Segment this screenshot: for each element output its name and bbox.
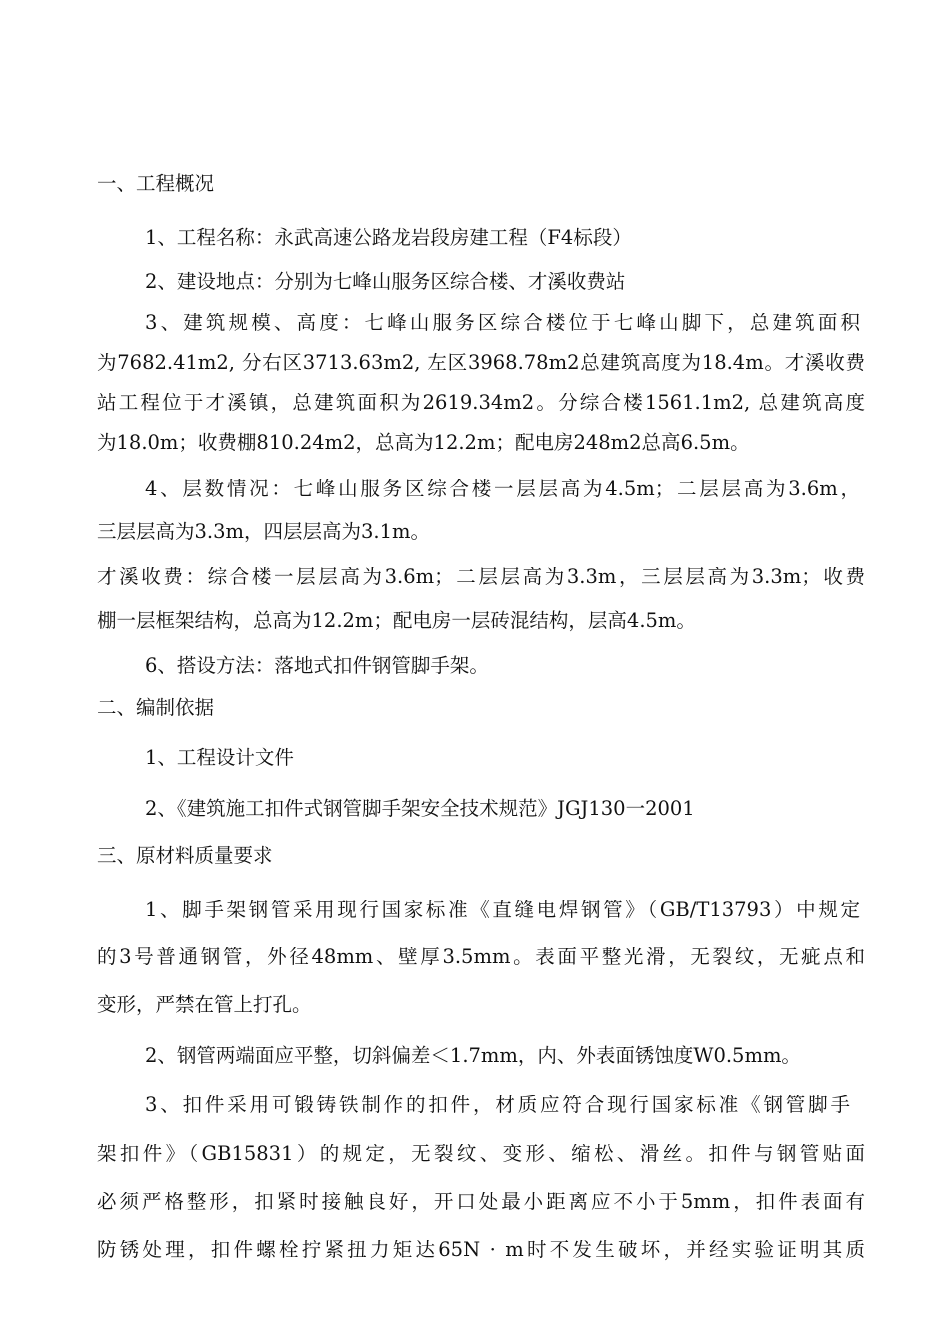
paragraph-line: 1、工程名称：永武高速公路龙岩段房建工程（F4标段） [145, 226, 632, 249]
heading-project-overview: 一、工程概况 [97, 172, 215, 195]
paragraph-line: 3、建筑规模、高度：七峰山服务区综合楼位于七峰山脚下，总建筑面积 [145, 313, 860, 334]
paragraph-line: 才溪收费：综合楼一层层高为3.6m；二层层高为3.3m，三层层高为3.3m；收费 [97, 567, 865, 588]
heading-material-quality: 三、原材料质量要求 [97, 844, 273, 867]
paragraph-line: 架扣件》（GB15831）的规定，无裂纹、变形、缩松、滑丝。扣件与钢管贴面 [97, 1144, 865, 1165]
heading-compilation-basis: 二、编制依据 [97, 696, 215, 719]
paragraph-line: 2、《建筑施工扣件式钢管脚手架安全技术规范》JGJ130一2001 [145, 797, 695, 820]
paragraph-line: 三层层高为3.3m，四层层高为3.1m。 [97, 520, 431, 543]
paragraph-line: 棚一层框架结构，总高为12.2m；配电房一层砖混结构，层高4.5m。 [97, 609, 696, 632]
paragraph-line: 4、层数情况：七峰山服务区综合楼一层层高为4.5m；二层层高为3.6m， [145, 479, 860, 500]
paragraph-line: 1、工程设计文件 [145, 746, 294, 769]
paragraph-line: 的3号普通钢管，外径48mm、壁厚3.5mm。表面平整光滑，无裂纹，无疵点和 [97, 947, 865, 968]
paragraph-line: 2、建设地点：分别为七峰山服务区综合楼、才溪收费站 [145, 270, 626, 293]
paragraph-line: 站工程位于才溪镇，总建筑面积为2619.34m2。分综合楼1561.1m2, 总建筑高度 [97, 393, 865, 414]
paragraph-line: 6、搭设方法：落地式扣件钢管脚手架。 [145, 654, 489, 677]
paragraph-line: 3、扣件采用可锻铸铁制作的扣件，材质应符合现行国家标准《钢管脚手 [145, 1095, 850, 1116]
paragraph-line: 防锈处理，扣件螺栓拧紧扭力矩达65N · m时不发生破坏，并经实验证明其质 [97, 1240, 865, 1261]
paragraph-line: 变形，严禁在管上打孔。 [97, 993, 312, 1016]
paragraph-line: 必须严格整形，扣紧时接触良好，开口处最小距离应不小于5mm，扣件表面有 [97, 1192, 865, 1213]
paragraph-line: 1、脚手架钢管采用现行国家标准《直缝电焊钢管》（GB/T13793）中规定 [145, 900, 860, 921]
paragraph-line: 2、钢管两端面应平整，切斜偏差＜1.7mm，内、外表面锈蚀度W0.5mm。 [145, 1044, 801, 1067]
paragraph-line: 为7682.41m2, 分右区3713.63m2, 左区3968.78m2总建筑高度为18.4m。才溪收费 [97, 353, 865, 374]
paragraph-line: 为18.0m；收费棚810.24m2，总高为12.2m；配电房248m2总高6.5m。 [97, 431, 750, 454]
